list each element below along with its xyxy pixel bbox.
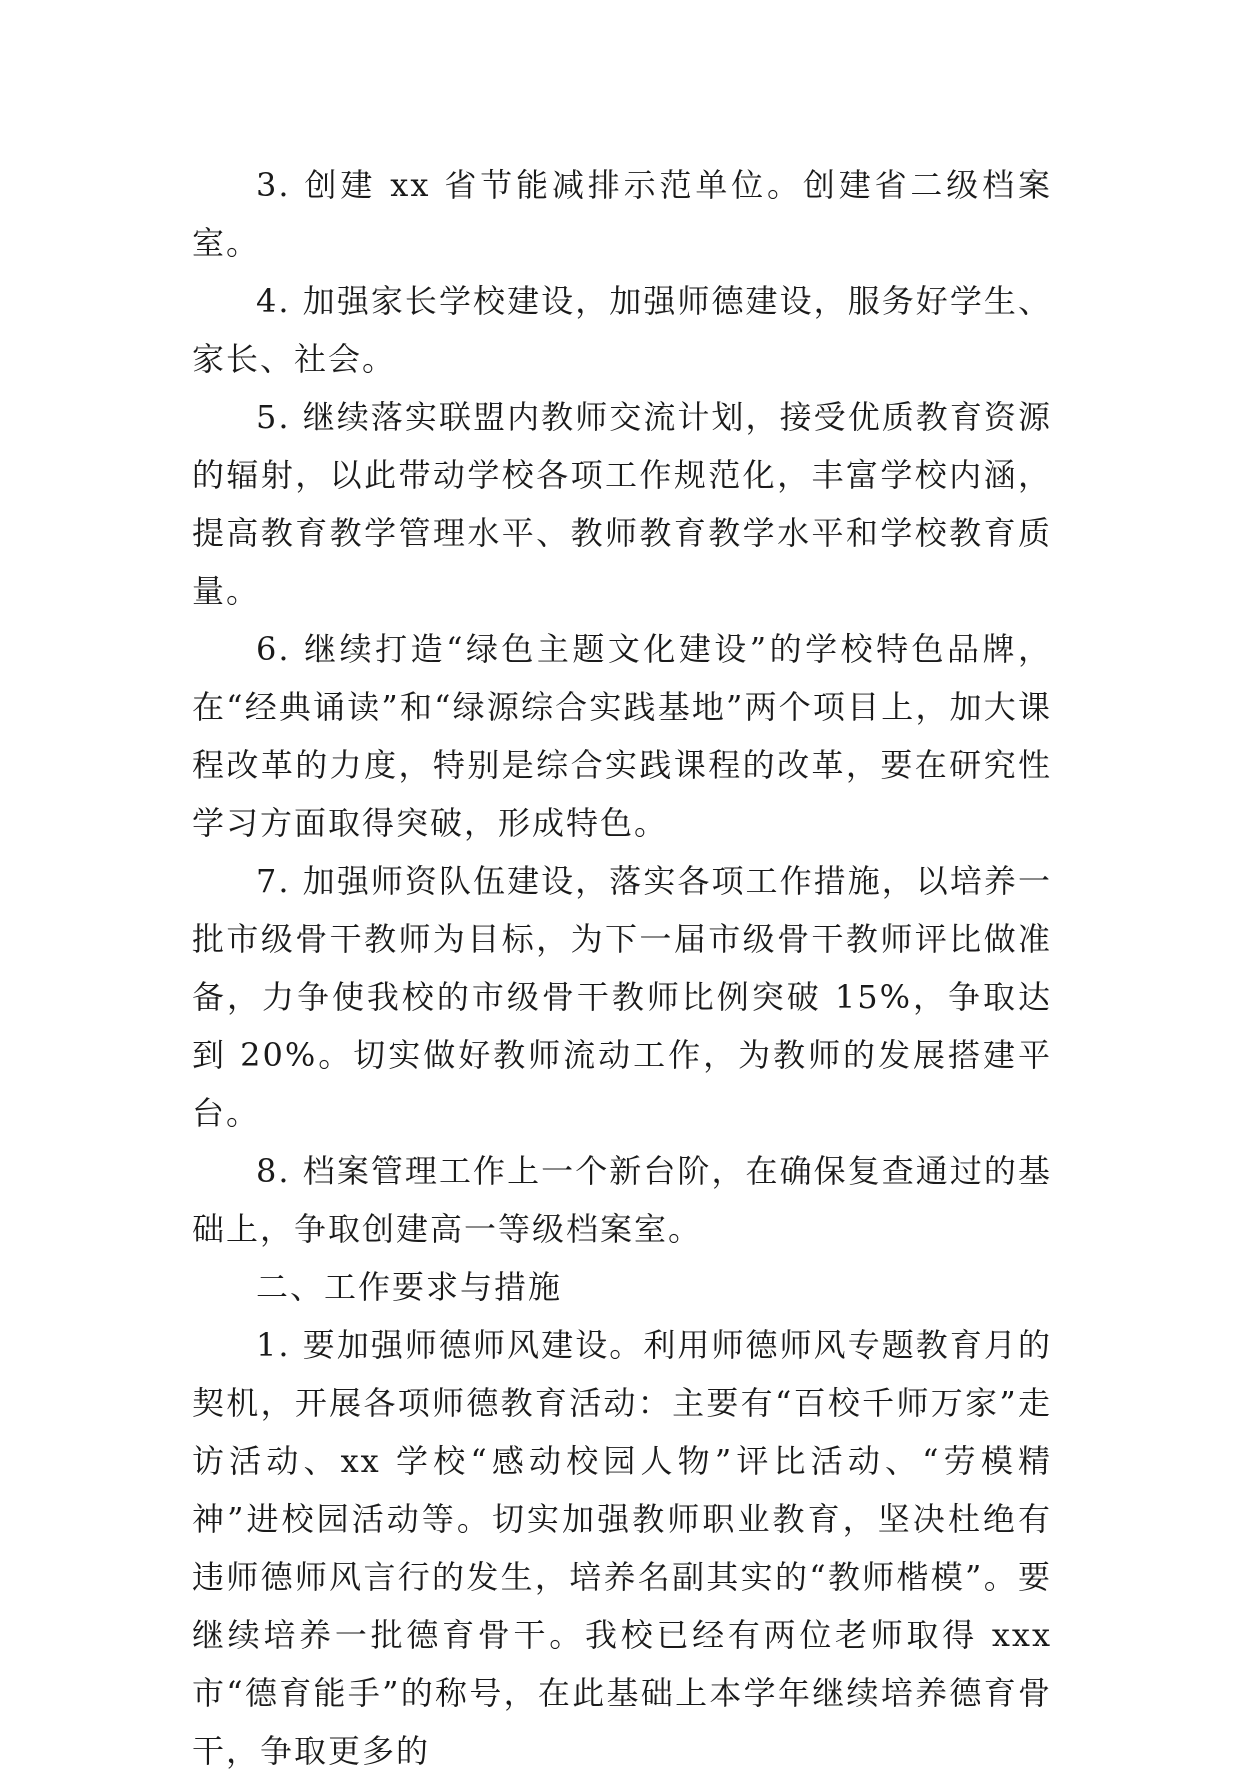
paragraph-8: 8. 档案管理工作上一个新台阶，在确保复查通过的基础上，争取创建高一等级档案室。 <box>192 1152 1052 1248</box>
paragraph-3: 3. 创建 xx 省节能减排示范单位。创建省二级档案室。 <box>192 166 1052 262</box>
paragraph-6: 6. 继续打造“绿色主题文化建设”的学校特色品牌，在“经典诵读”和“绿源综合实践基地”两个项目上，加大课程改革的力度，特别是综合实践课程的改革，要在研究性学习方面取得突破，形成特色。 <box>192 630 1052 842</box>
paragraph-5: 5. 继续落实联盟内教师交流计划，接受优质教育资源的辐射，以此带动学校各项工作规范化，丰富学校内涵，提高教育教学管理水平、教师教育教学水平和学校教育质量。 <box>192 398 1052 610</box>
paragraph-measure-1: 1. 要加强师德师风建设。利用师德师风专题教育月的契机，开展各项师德教育活动：主要有“百校千师万家”走访活动、xx 学校“感动校园人物”评比活动、“劳模精神”进校园活动等。切实加强教师职业教育，坚决杜绝有违师德师风言行的发生，培养名副其实的“教师楷模”。要继续培养一批德育骨干。我校已经有两位老师取得 xxx 市“德育能手”的称号，在此基础上本学年继续培养德育骨干，争取更多的 <box>192 1326 1052 1770</box>
paragraph-7: 7. 加强师资队伍建设，落实各项工作措施，以培养一批市级骨干教师为目标，为下一届市级骨干教师评比做准备，力争使我校的市级骨干教师比例突破 15%，争取达到 20%。切实做好教师流动工作，为教师的发展搭建平台。 <box>192 862 1052 1132</box>
document-body <box>192 156 1052 1780</box>
section-heading: 二、工作要求与措施 <box>256 1268 563 1306</box>
paragraph-4: 4. 加强家长学校建设，加强师德建设，服务好学生、家长、社会。 <box>192 282 1052 378</box>
